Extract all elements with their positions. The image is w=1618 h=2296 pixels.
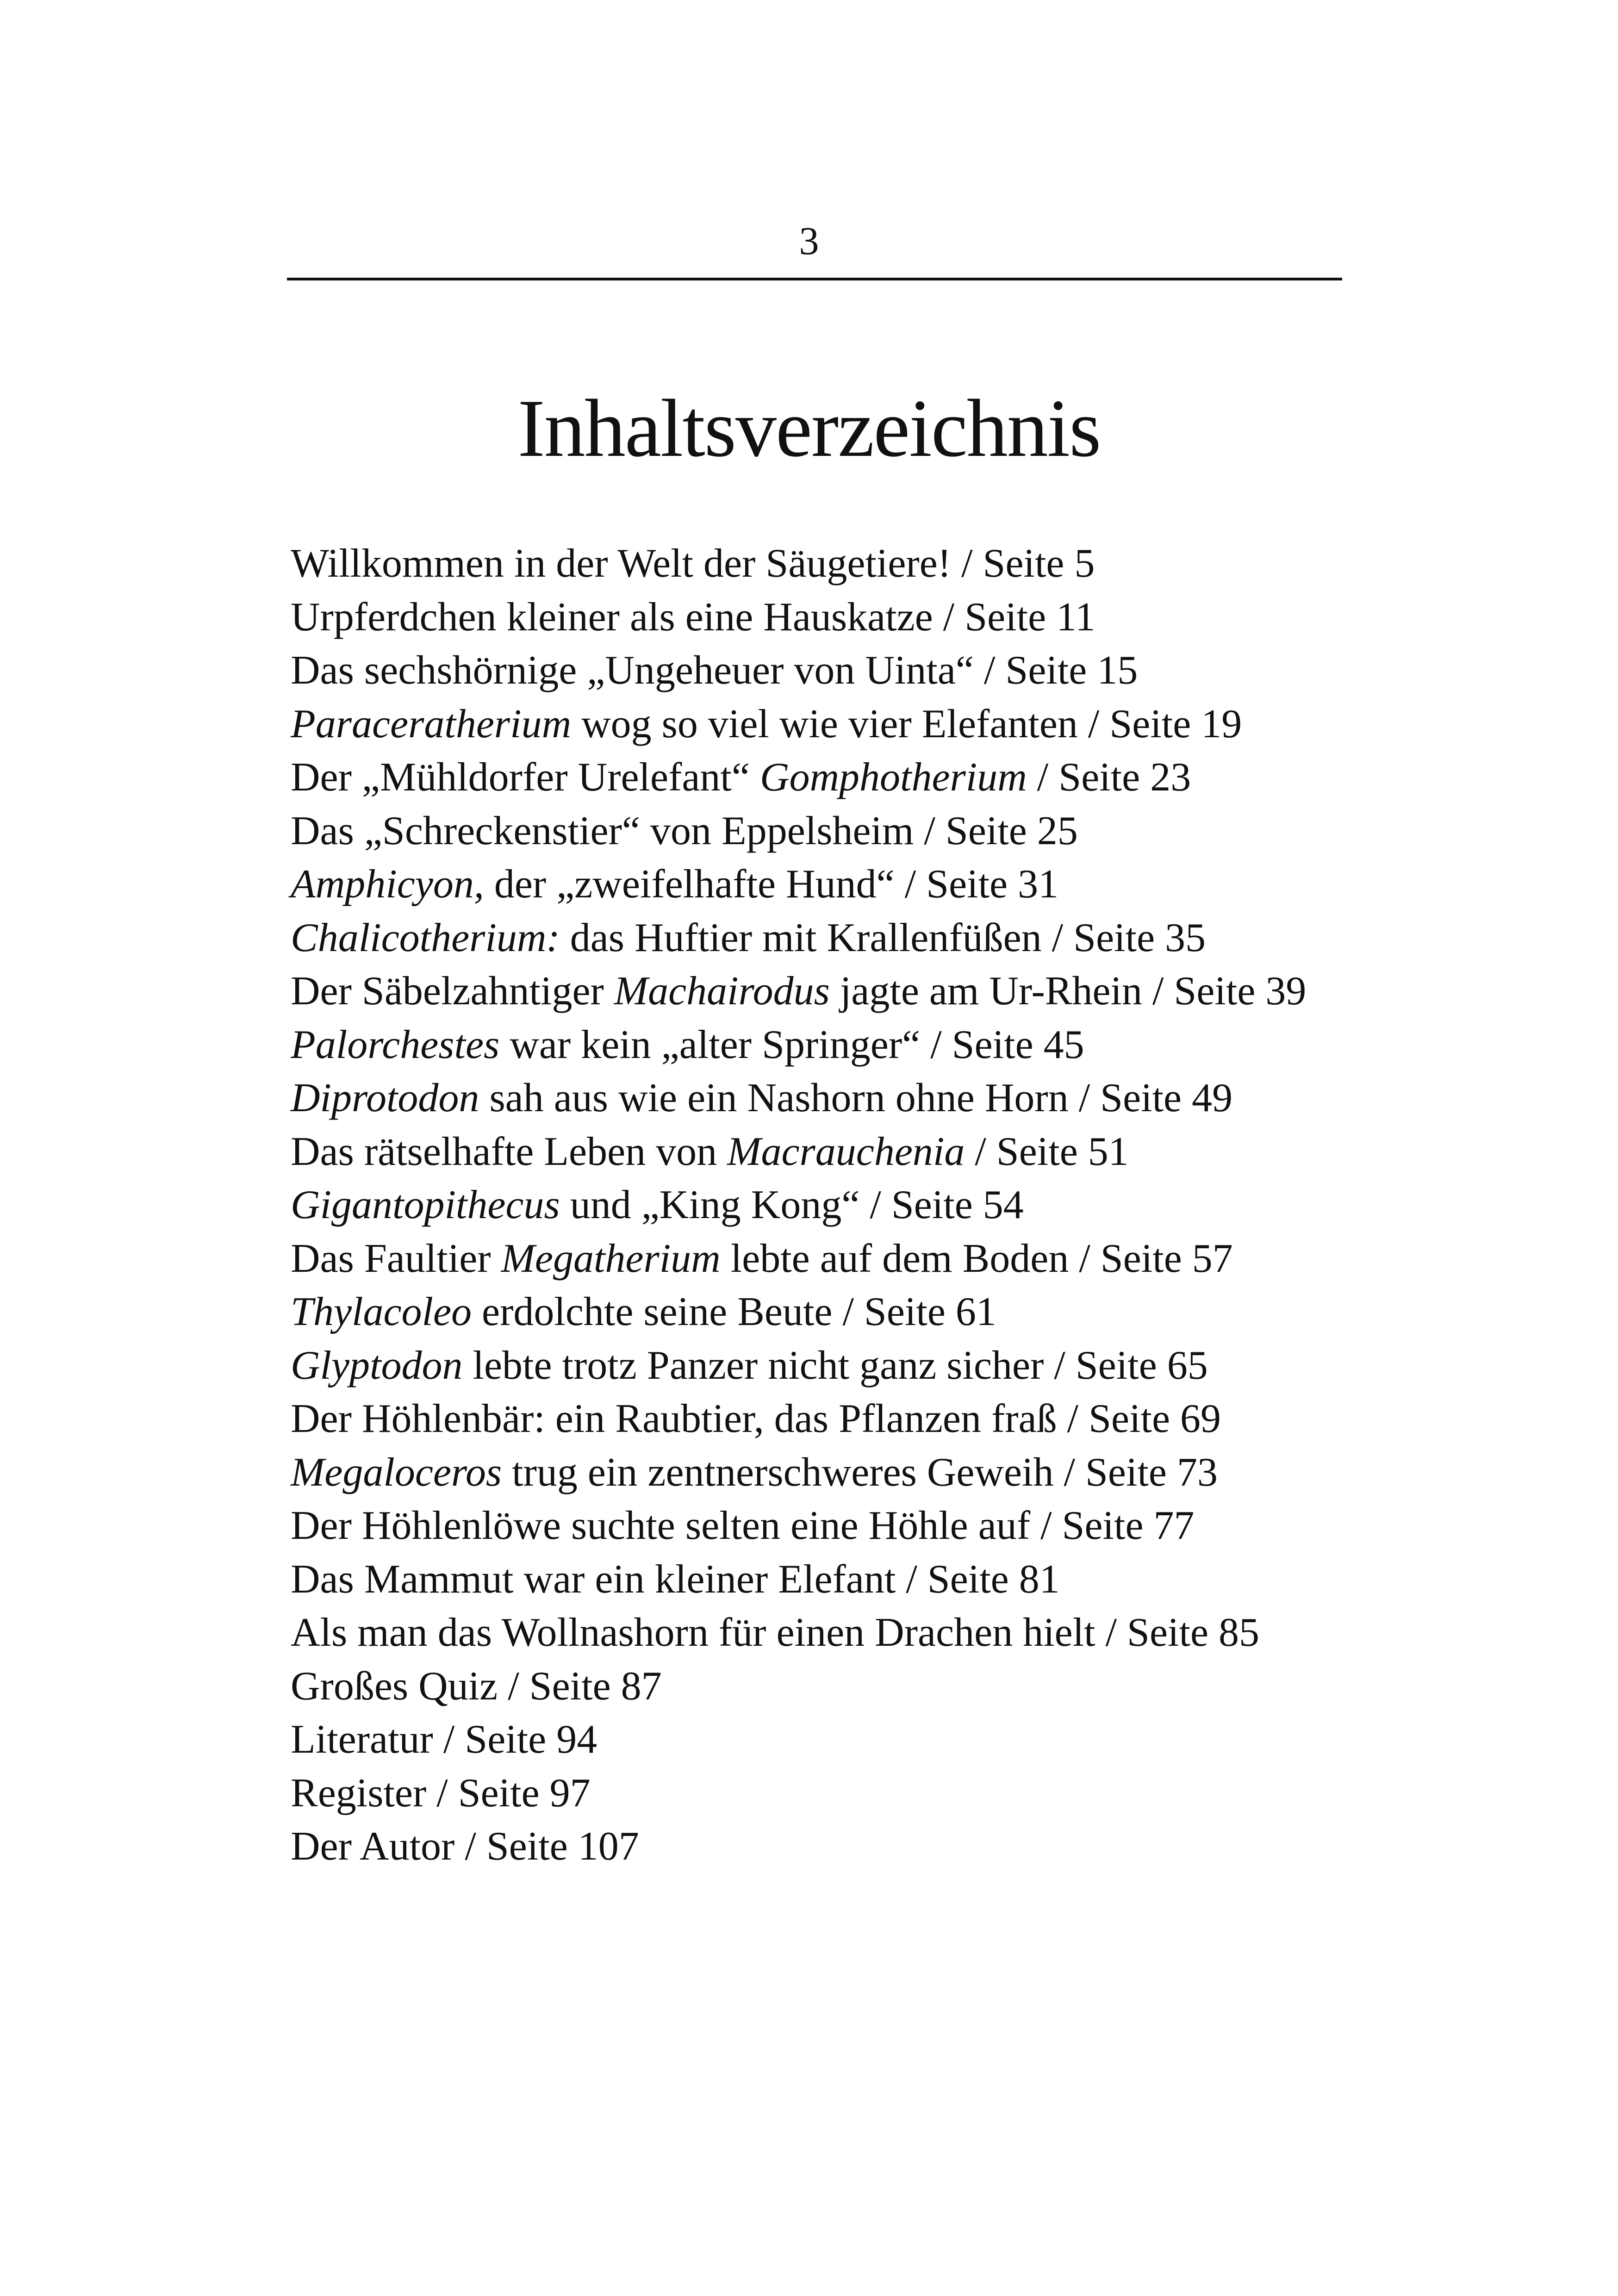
toc-entry-text: lebte auf dem Boden / Seite 57 [720, 1236, 1233, 1281]
toc-entry [291, 1713, 1494, 1767]
toc-entry [291, 1499, 1494, 1553]
toc-entry [291, 911, 1494, 965]
toc-entry [291, 1553, 1494, 1606]
toc-entry-text: der „zweifelhafte Hund“ / Seite 31 [484, 862, 1059, 907]
toc-entry-text: und „King Kong“ / Seite 54 [560, 1182, 1024, 1227]
toc-entry-italic-text: Diprotodon [291, 1076, 479, 1120]
toc-entry-text: Der Säbelzahntiger [291, 969, 614, 1014]
toc-entry [291, 1392, 1494, 1446]
toc-entry-text: Literatur / Seite 94 [291, 1717, 597, 1762]
toc-entry-text: das Huftier mit Krallenfüßen / Seite 35 [560, 915, 1206, 960]
toc-entry [291, 1820, 1494, 1873]
toc-entry-text: war kein „alter Springer“ / Seite 45 [499, 1022, 1084, 1067]
toc-entry-text: trug ein zentnerschweres Geweih / Seite 73 [502, 1450, 1218, 1495]
toc-entry-text: Der Höhlenbär: ein Raubtier, das Pflanzen fraß / Seite 69 [291, 1396, 1221, 1441]
toc-entry-italic-text: Glyptodon [291, 1343, 463, 1388]
toc-entry [291, 1285, 1494, 1339]
toc-entry-italic-text: Palorchestes [291, 1022, 500, 1067]
toc-entry-italic-text: Amphicyon, [291, 862, 484, 907]
toc-entry [291, 1178, 1494, 1232]
toc-entry-text: Der Autor / Seite 107 [291, 1824, 639, 1869]
toc-entry-text: / Seite 23 [1027, 755, 1191, 800]
toc-entry [291, 1071, 1494, 1125]
toc-entry-text: Willkommen in der Welt der Säugetiere! / Seite 5 [291, 541, 1095, 586]
toc-entry-text: erdolchte seine Beute / Seite 61 [472, 1289, 996, 1334]
toc-entry [291, 1660, 1494, 1713]
toc-entry-italic-text: Megatherium [501, 1236, 721, 1281]
toc-entry-italic-text: Chalicotherium: [291, 915, 560, 960]
toc-entry-text: Das „Schreckenstier“ von Eppelsheim / Seite 25 [291, 808, 1078, 853]
toc-entry-text: Als man das Wollnashorn für einen Drachen hielt / Seite 85 [291, 1610, 1260, 1655]
toc-entry-text: Das sechshörnige „Ungeheuer von Uinta“ / Seite 15 [291, 648, 1138, 693]
toc-entry [291, 751, 1494, 804]
toc-entry-text: Register / Seite 97 [291, 1770, 591, 1816]
toc-entry [291, 591, 1494, 644]
toc-entry-text: Das Faultier [291, 1236, 501, 1281]
toc-entry [291, 1232, 1494, 1286]
toc-entry-text: Der Höhlenlöwe suchte selten eine Höhle auf / Seite 77 [291, 1503, 1195, 1548]
toc-entry [291, 858, 1494, 911]
toc-entry [291, 1018, 1494, 1072]
toc-entry-text: jagte am Ur-Rhein / Seite 39 [829, 969, 1307, 1014]
toc-entry [291, 1446, 1494, 1500]
toc-entry-text: Das rätselhafte Leben von [291, 1129, 728, 1174]
header-rule [287, 278, 1342, 280]
toc-entry-italic-text: Paraceratherium [291, 701, 572, 747]
toc-entry-text: Der „Mühldorfer Urelefant“ [291, 755, 760, 800]
toc-entry-text: sah aus wie ein Nashorn ohne Horn / Seite 49 [479, 1076, 1233, 1120]
toc-entry-italic-text: Gomphotherium [759, 755, 1027, 800]
toc-entry [291, 537, 1494, 591]
toc-entry-text: lebte trotz Panzer nicht ganz sicher / Seite 65 [462, 1343, 1208, 1388]
toc-entry-italic-text: Machairodus [614, 969, 830, 1014]
toc-entry [291, 1125, 1494, 1179]
toc-entry-text: Urpferdchen kleiner als eine Hauskatze / Seite 11 [291, 594, 1095, 640]
toc-entry-text: Das Mammut war ein kleiner Elefant / Seite 81 [291, 1556, 1060, 1602]
toc-entry [291, 964, 1494, 1018]
toc-entry [291, 644, 1494, 697]
page-number: 3 [799, 218, 819, 263]
toc-entry-italic-text: Megaloceros [291, 1450, 502, 1495]
table-of-contents [291, 537, 1494, 1873]
toc-entry-text: Großes Quiz / Seite 87 [291, 1663, 662, 1709]
toc-entry [291, 697, 1494, 751]
toc-entry-italic-text: Gigantopithecus [291, 1182, 560, 1227]
toc-entry-italic-text: Macrauchenia [727, 1129, 965, 1174]
toc-entry [291, 1606, 1494, 1660]
toc-entry [291, 804, 1494, 858]
toc-entry-text: wog so viel wie vier Elefanten / Seite 19 [571, 701, 1242, 747]
toc-entry-italic-text: Thylacoleo [291, 1289, 472, 1334]
toc-entry [291, 1767, 1494, 1820]
toc-entry [291, 1339, 1494, 1393]
page-title: Inhaltsverzeichnis [517, 382, 1101, 474]
toc-entry-text: / Seite 51 [965, 1129, 1129, 1174]
